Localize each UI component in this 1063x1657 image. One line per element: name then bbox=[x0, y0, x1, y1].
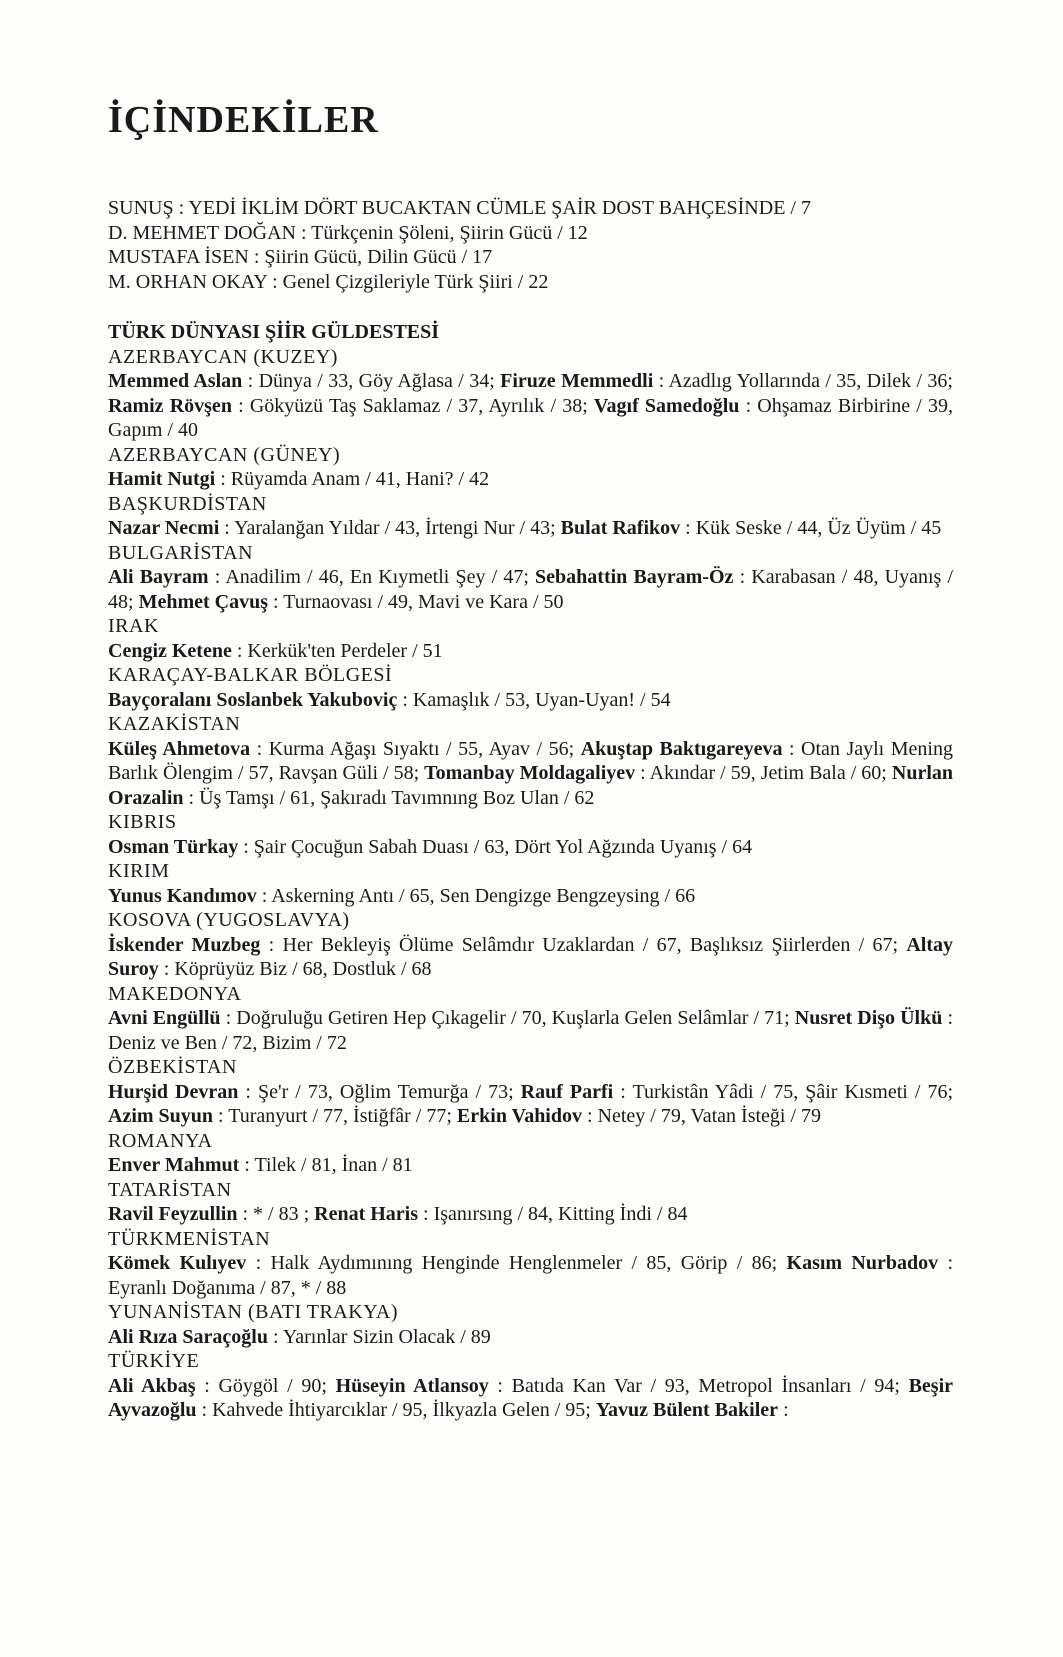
poet-name: Vagıf Samedoğlu bbox=[593, 394, 740, 417]
poet-name: Hurşid Devran bbox=[108, 1080, 239, 1103]
country-entries bbox=[108, 933, 953, 982]
country-heading: KAZAKİSTAN bbox=[108, 713, 241, 735]
country-entries bbox=[108, 1006, 953, 1055]
country-heading: KOSOVA (YUGOSLAVYA) bbox=[108, 909, 350, 931]
country-entries bbox=[108, 1251, 953, 1300]
poet-name: Cengiz Ketene bbox=[108, 639, 232, 662]
poet-name: Nusret Dişo Ülkü bbox=[794, 1007, 943, 1029]
country-heading: YUNANİSTAN (BATI TRAKYA) bbox=[108, 1301, 399, 1323]
section-heading: TÜRK DÜNYASI ŞİİR GÜLDESTESİ bbox=[108, 321, 440, 343]
intro-line: M. ORHAN OKAY : Genel Çizgileriyle Türk Şiiri / 22 bbox=[108, 270, 549, 293]
spacer bbox=[108, 294, 953, 320]
poem-list: : Otan Jaylı Mening Barlık Ölengim / 57, Ravşan Güli / 58; bbox=[108, 737, 953, 784]
country-entries bbox=[108, 1202, 953, 1227]
country-heading: TATARİSTAN bbox=[108, 1178, 232, 1201]
poem-list: : Yarınlar Sizin Olacak / 89 bbox=[268, 1325, 491, 1348]
poem-list: : Her Bekleyiş Ölüme Selâmdır Uzaklardan / 67, Başlıksız Şiirlerden / 67; bbox=[260, 933, 907, 956]
poet-name: Altay Suroy bbox=[108, 933, 953, 980]
country-heading: AZERBAYCAN (KUZEY) bbox=[108, 345, 338, 368]
intro-line: D. MEHMET DOĞAN : Türkçenin Şöleni, Şiirin Gücü / 12 bbox=[108, 221, 588, 244]
poem-list: : Batıda Kan Var / 93, Metropol İnsanları / 94; bbox=[488, 1374, 909, 1397]
country-entries bbox=[108, 884, 953, 909]
poem-list: : Deniz ve Ben / 72, Bizim / 72 bbox=[108, 1007, 953, 1054]
poem-list: : Askerning Antı / 65, Sen Dengizge Bengzeysing / 66 bbox=[256, 884, 696, 907]
country-entries bbox=[108, 688, 953, 713]
intro-list bbox=[108, 196, 953, 294]
country-entries bbox=[108, 1374, 953, 1423]
poem-list: : Tilek / 81, İnan / 81 bbox=[239, 1154, 413, 1176]
poem-list: : Eyranlı Doğanıma / 87, * / 88 bbox=[108, 1252, 954, 1299]
country-entries bbox=[108, 369, 953, 443]
country-heading: ÖZBEKİSTAN bbox=[108, 1056, 237, 1078]
poet-name: Mehmet Çavuş bbox=[138, 590, 268, 613]
poem-list: : Işanırsıng / 84, Kitting İndi / 84 bbox=[418, 1203, 688, 1225]
intro-line: SUNUŞ : YEDİ İKLİM DÖRT BUCAKTAN CÜMLE ŞAİR DOST BAHÇESİNDE / 7 bbox=[108, 197, 811, 219]
poem-list: : Ohşamaz Birbirine / 39, Gapım / 40 bbox=[108, 394, 953, 441]
country-list bbox=[108, 345, 953, 1423]
poet-name: Ravil Feyzullin bbox=[108, 1203, 238, 1225]
poet-name: Enver Mahmut bbox=[108, 1154, 240, 1176]
poet-name: Hüseyin Atlansoy bbox=[335, 1374, 489, 1397]
poem-list: : Rüyamda Anam / 41, Hani? / 42 bbox=[215, 468, 490, 490]
poet-name: Küleş Ahmetova bbox=[108, 737, 251, 760]
poet-name: Bayçoralanı Soslanbek Yakuboviç bbox=[108, 688, 398, 711]
poet-name: Erkin Vahidov bbox=[456, 1105, 582, 1127]
poem-list: : Karabasan / 48, Uyanış / 48; bbox=[108, 566, 954, 613]
poet-name: Rauf Parfi bbox=[520, 1080, 614, 1103]
poet-name: Beşir Ayvazoğlu bbox=[108, 1374, 954, 1421]
poem-list: : bbox=[778, 1399, 789, 1421]
country-heading: TÜRKMENİSTAN bbox=[108, 1227, 271, 1250]
country-heading: BAŞKURDİSTAN bbox=[108, 492, 267, 515]
country-heading: KARAÇAY-BALKAR BÖLGESİ bbox=[108, 664, 393, 686]
poet-name: Osman Türkay bbox=[108, 835, 239, 858]
poem-list: : Kerkük'ten Perdeler / 51 bbox=[231, 639, 443, 662]
poem-list: : Anadilim / 46, En Kıymetli Şey / 47; bbox=[208, 566, 536, 588]
poet-name: Firuze Memmedli bbox=[500, 370, 654, 392]
poet-name: Ali Akbaş bbox=[108, 1374, 196, 1397]
poet-name: Nurlan Orazalin bbox=[108, 762, 953, 809]
poet-name: Ali Rıza Saraçoğlu bbox=[108, 1325, 268, 1348]
country-entries bbox=[108, 737, 953, 811]
country-heading: IRAK bbox=[108, 615, 159, 637]
country-heading: TÜRKİYE bbox=[108, 1350, 200, 1372]
poem-list: : Azadlıg Yollarında / 35, Dilek / 36; bbox=[653, 370, 953, 392]
poet-name: Sebahattin Bayram-Öz bbox=[535, 566, 734, 588]
poet-name: Ramiz Rövşen bbox=[108, 394, 232, 417]
poem-list: : Gökyüzü Taş Saklamaz / 37, Ayrılık / 38; bbox=[231, 394, 594, 417]
country-entries bbox=[108, 1325, 953, 1350]
country-heading: AZERBAYCAN (GÜNEY) bbox=[108, 443, 341, 466]
poem-list: : Doğruluğu Getiren Hep Çıkagelir / 70, Kuşlarla Gelen Selâmlar / 71; bbox=[220, 1007, 795, 1029]
poet-name: Ali Bayram bbox=[108, 566, 209, 588]
poet-name: Renat Haris bbox=[314, 1203, 419, 1225]
poet-name: Yavuz Bülent Bakiler bbox=[595, 1399, 779, 1421]
page-title: İÇİNDEKİLER bbox=[108, 99, 379, 141]
poem-list: : Üş Tamşı / 61, Şakıradı Tavımnıng Boz Ulan / 62 bbox=[183, 786, 595, 809]
country-entries bbox=[108, 467, 953, 492]
poem-list: : Şe'r / 73, Oğlim Temurğa / 73; bbox=[238, 1080, 521, 1103]
poem-list: : Kurma Ağaşı Sıyaktı / 55, Ayav / 56; bbox=[250, 737, 581, 760]
poem-list: : * / 83 ; bbox=[237, 1203, 315, 1225]
poet-name: Tomanbay Moldagaliyev bbox=[424, 762, 636, 784]
country-entries bbox=[108, 1153, 953, 1178]
poem-list: : Köprüyüz Biz / 68, Dostluk / 68 bbox=[158, 958, 432, 980]
intro-line: MUSTAFA İSEN : Şiirin Gücü, Dilin Gücü / 17 bbox=[108, 246, 493, 268]
poet-name: Memmed Aslan bbox=[108, 370, 243, 392]
poet-name: Avni Engüllü bbox=[108, 1007, 221, 1029]
poem-list: : Halk Aydımınıng Henginde Henglenmeler / 85, Görip / 86; bbox=[246, 1252, 787, 1274]
country-entries bbox=[108, 516, 953, 541]
poem-list: : Turkistân Yâdi / 75, Şâir Kısmeti / 76; bbox=[613, 1080, 953, 1103]
poet-name: Kömek Kulıyev bbox=[108, 1252, 247, 1274]
country-entries bbox=[108, 639, 953, 664]
poem-list: : Kamaşlık / 53, Uyan-Uyan! / 54 bbox=[397, 688, 671, 711]
poet-name: Yunus Kandımov bbox=[108, 884, 257, 907]
poet-name: Nazar Necmi bbox=[108, 517, 220, 539]
poem-list: : Turnaovası / 49, Mavi ve Kara / 50 bbox=[268, 590, 564, 613]
country-heading: ROMANYA bbox=[108, 1129, 213, 1152]
poet-name: Akuştap Baktıgareyeva bbox=[580, 737, 783, 760]
poet-name: İskender Muzbeg bbox=[108, 933, 261, 956]
poem-list: : Göygöl / 90; bbox=[195, 1374, 336, 1397]
country-entries bbox=[108, 565, 953, 614]
poem-list: : Netey / 79, Vatan İsteği / 79 bbox=[582, 1105, 822, 1127]
country-heading: KIBRIS bbox=[108, 811, 177, 833]
poem-list: : Yaralanğan Yıldar / 43, İrtengi Nur / 43; bbox=[219, 517, 561, 539]
poem-list: : Şair Çocuğun Sabah Duası / 63, Dört Yol Ağzında Uyanış / 64 bbox=[238, 835, 753, 858]
poem-list: : Kük Seske / 44, Üz Üyüm / 45 bbox=[680, 517, 942, 539]
country-entries bbox=[108, 1080, 953, 1129]
country-heading: KIRIM bbox=[108, 860, 170, 882]
poem-list: : Turanyurt / 77, İstiğfâr / 77; bbox=[213, 1105, 457, 1127]
poet-name: Azim Suyun bbox=[108, 1105, 214, 1127]
poet-name: Hamit Nutgi bbox=[108, 468, 216, 490]
poem-list: : Akındar / 59, Jetim Bala / 60; bbox=[635, 762, 892, 784]
poet-name: Kasım Nurbadov bbox=[786, 1252, 939, 1274]
country-entries bbox=[108, 835, 953, 860]
poem-list: : Dünya / 33, Göy Ağlasa / 34; bbox=[242, 370, 501, 392]
poem-list: : Kahvede İhtiyarcıklar / 95, İlkyazla Gelen / 95; bbox=[196, 1399, 596, 1421]
country-heading: BULGARİSTAN bbox=[108, 541, 254, 564]
poet-name: Bulat Rafikov bbox=[560, 517, 681, 539]
country-heading: MAKEDONYA bbox=[108, 982, 242, 1005]
